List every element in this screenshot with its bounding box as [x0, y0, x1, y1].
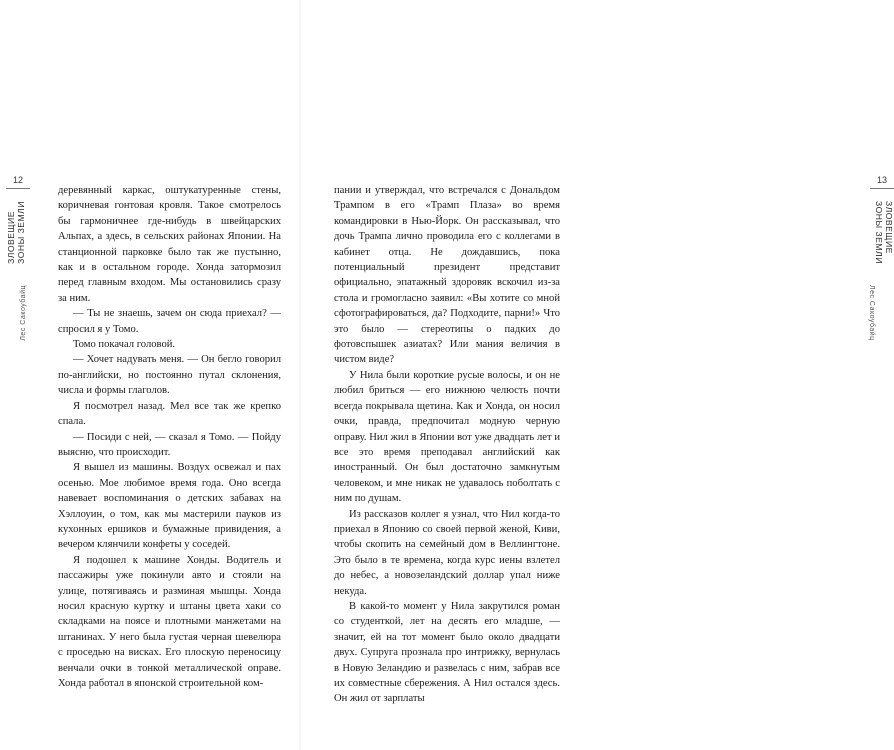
- paragraph: — Хочет надувать меня. — Он бегло говорил по-английски, но постоянно путал склонения, числа и формы глаголов.: [58, 354, 281, 397]
- paragraph: — Посиди с ней, — сказал я Томо. — Пойду выясню, что происходит.: [58, 431, 281, 458]
- paragraph: деревянный каркас, оштукатуренные стены, коричневая гонтовая кровля. Такое смотрелось бы гармоничнее где-нибудь в швейцарских Альпах, а здесь, в сельских районах Японии. На станционной парковке было так же пустынно, как и в остальном городе. Хонда затормозил перед главным входом. Мы остановились сразу за ним.: [58, 185, 281, 304]
- paragraph: Я вышел из машины. Воздух освежал и пах осенью. Мое любимое время года. Оно всегда навевает воспоминания о детских забавах на Хэллоуин, о том, как мы мастерили пауков из кухонных ершиков и бумажные привидения, а вечером клянчили конфеты у соседей.: [58, 462, 281, 551]
- paragraph: пании и утверждал, что встречался с Дональдом Трампом в его «Трамп Плаза» во время командировки в Нью-Йорк. Он рассказывал, что дочь Трампа лично проводила его с коллегами в кабинет отца. Не дождавшись, пока потенциальный президент представит официально, эпатажный здоровяк вскочил из-за стола и громогласно заявил: «Вы хотите со мной сфотографироваться, да? Подходите, парни!» Что это было — стереотипы о падких до фотовспышек азиатах? Или мания величия в чистом виде?: [334, 185, 560, 366]
- left-running-title-line2: ЗОНЫ ЗЕМЛИ: [16, 201, 26, 264]
- left-margin-header: [6, 175, 30, 341]
- left-page-text: [58, 183, 281, 691]
- right-page-text: [334, 183, 560, 707]
- paragraph: — Ты не знаешь, зачем он сюда приехал? — спросил я у Томо.: [58, 308, 281, 335]
- left-page: [0, 0, 300, 750]
- paragraph: В какой-то момент у Нила закрутился роман со студенткой, лет на десять его младше, — значит, ей на тот момент было около двадцати двух. Супруга прознала про интрижку, вернулась в Новую Зеландию и развелась с ним, забрав все их совместные сбережения. А Нил остался здесь. Он жил от зарплаты: [334, 600, 560, 705]
- right-running-author: Лес Сакоубайц: [868, 285, 875, 341]
- paragraph: Томо покачал головой.: [73, 339, 176, 351]
- paragraph: Из рассказов коллег я узнал, что Нил когда-то приехал в Японию со своей первой женой, Киви, чтобы скопить на семейный дом в Веллингтоне. Это было в те времена, когда курс иены взлетел до небес, а новозеландский доллар упал ниже некуда.: [334, 508, 560, 597]
- right-page-number: 13: [870, 175, 894, 189]
- left-running-author: Лес Сакоубайц: [20, 285, 27, 341]
- right-running-title-line1: ЗЛОВЕЩИЕ: [884, 201, 894, 254]
- left-page-number: 12: [6, 175, 30, 189]
- left-running-title: [6, 201, 26, 264]
- paragraph: У Нила были короткие русые волосы, и он не любил бриться — его нижнюю челюсть почти всегда покрывала щетина. Как и Хонда, он носил очки, правда, предпочитал модную черную оправу. Нил жил в Японии вот уже двадцать лет и все это время преподавал английский как иностранный. Он был достаточно замкнутым человеком, и мне никак не удавалось поболтать с ним по душам.: [334, 369, 560, 505]
- right-running-title: [874, 201, 894, 264]
- paragraph: Я подошел к машине Хонды. Водитель и пассажиры уже покинули авто и стояли на улице, потягиваясь и разминая мышцы. Хонда носил красную куртку и штаны цвета хаки со складками на поясе и плотными манжетами на штанинах. У него была густая черная шевелюра с проседью на висках. Его плоскую переносицу венчали очки в тонкой металлической оправе. Хонда работал в японской строительной ком-: [58, 554, 281, 689]
- left-running-title-line1: ЗЛОВЕЩИЕ: [6, 211, 16, 264]
- right-running-title-line2: ЗОНЫ ЗЕМЛИ: [874, 201, 884, 264]
- right-margin-header: [868, 175, 894, 341]
- paragraph: Я посмотрел назад. Мел все так же крепко спала.: [58, 400, 281, 428]
